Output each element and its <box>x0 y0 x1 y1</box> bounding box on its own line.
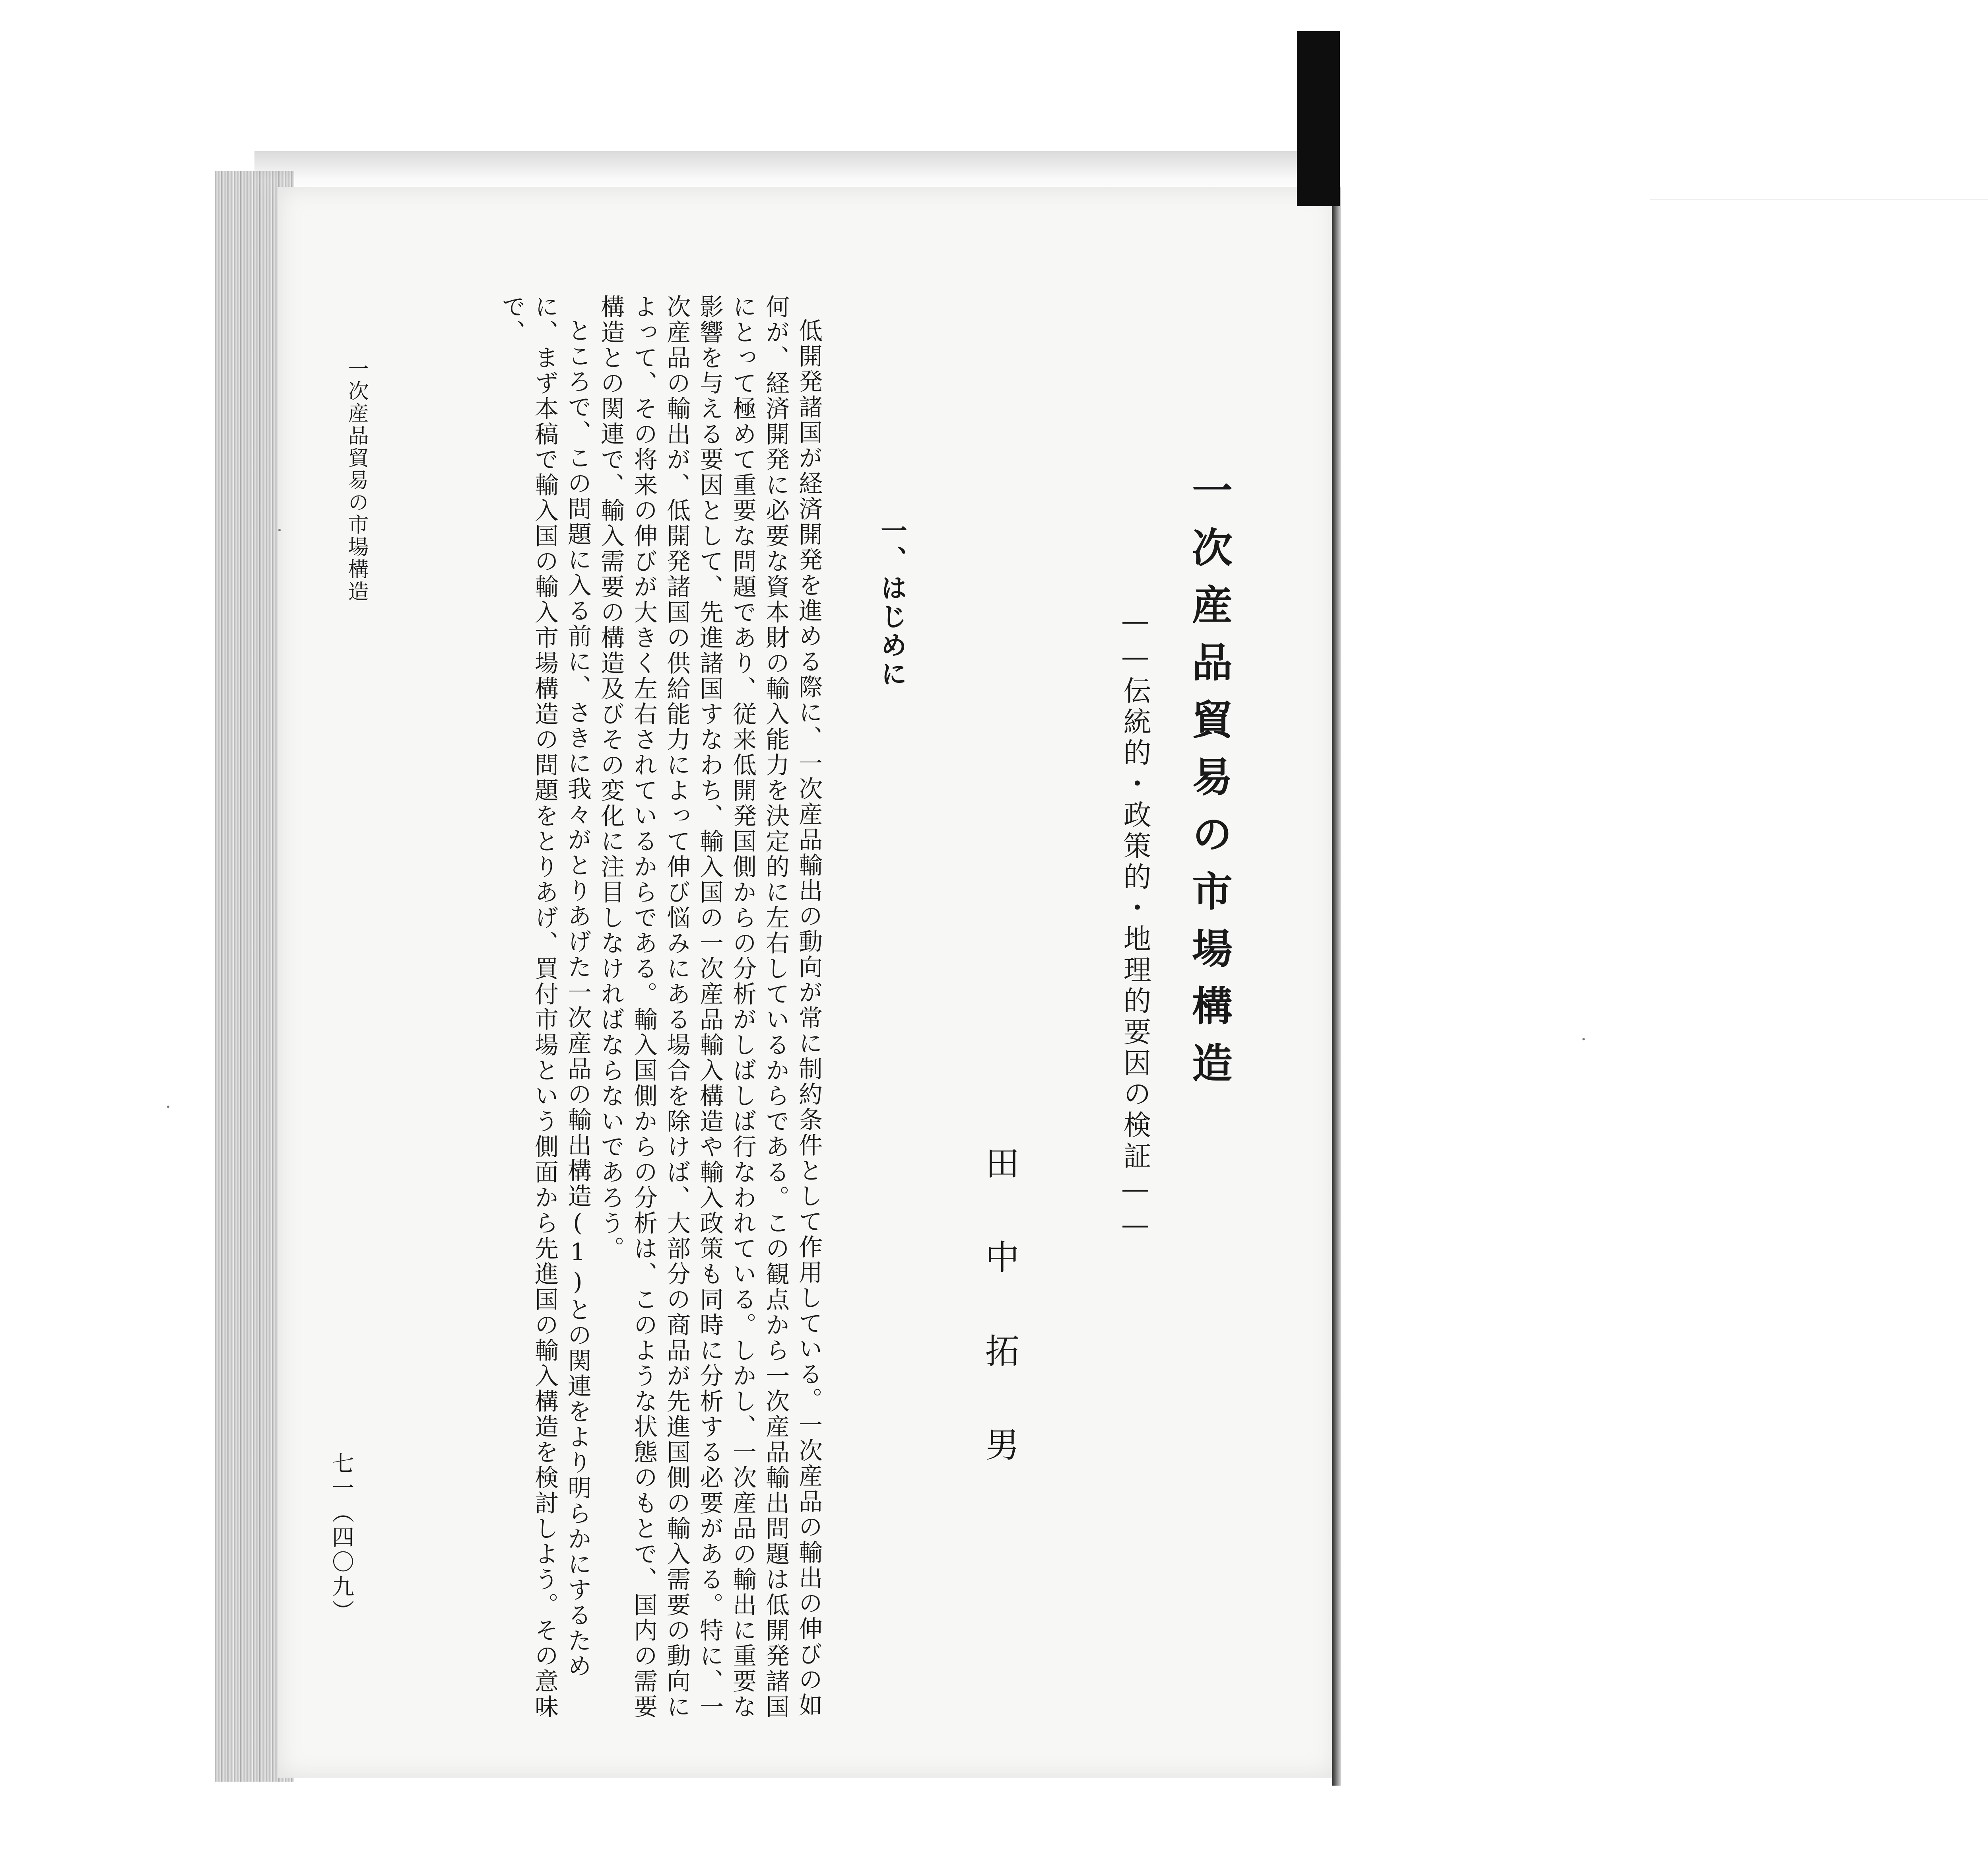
binding-bar <box>1297 31 1340 206</box>
body-text <box>388 294 825 1726</box>
book-spine <box>1332 187 1341 1786</box>
section-heading: 一、はじめに <box>876 517 907 689</box>
paragraph-1: 低開発諸国が経済開発を進める際に、一次産品輸出の動向が常に制約条件として作用している。一次産品の輸出の伸びの如何が、経済開発に必要な資本財の輸入能力を決定的に左右しているからである。この観点から一次産品輸出問題は低開発諸国にとって極めて重要な問題であり、従来低開発国側からの分析がしばしば行なわれている。しかし、一次産品の輸出に重要な影響を与える要因として、先進諸国すなわち、輸入国の一次産品輸入構造や輸入政策も同時に分析する必要がある。特に、一次産品の輸出が、低開発諸国の供給能力によって伸び悩みにある場合を除けば、大部分の商品が先進国側の輸入需要の動向によって、その将来の伸びが大きく左右されているからである。輸入国側からの分析は、このような状態のもとで、国内の需要構造との関連で、輸入需要の構造及びその変化に注目しなければならないであろう。 <box>597 294 823 1720</box>
blank-right-page <box>1650 199 1988 1771</box>
scan-speck <box>1582 1038 1585 1040</box>
author-name: 田中拓男 <box>979 1145 1019 1521</box>
article-subtitle: ——伝統的・政策的・地理的要因の検証—— <box>1119 604 1151 1244</box>
article-title: 一次産品貿易の市場構造 <box>1185 469 1233 1099</box>
running-head: 一次産品貿易の市場構造 <box>344 358 368 603</box>
scan-speck <box>278 529 281 531</box>
page-number: 七一（四〇九） <box>328 1452 354 1624</box>
scan-speck <box>167 1106 169 1108</box>
paragraph-2: ところで、この問題に入る前に、さきに我々がとりあげた一次産品の輸出構造(1)との関連をより明らかにするために、まず本稿で輸入国の輸入市場構造の問題をとりあげ、買付市場という側面から先進国の輸入構造を検討しよう。その意味で、 <box>498 294 592 1720</box>
